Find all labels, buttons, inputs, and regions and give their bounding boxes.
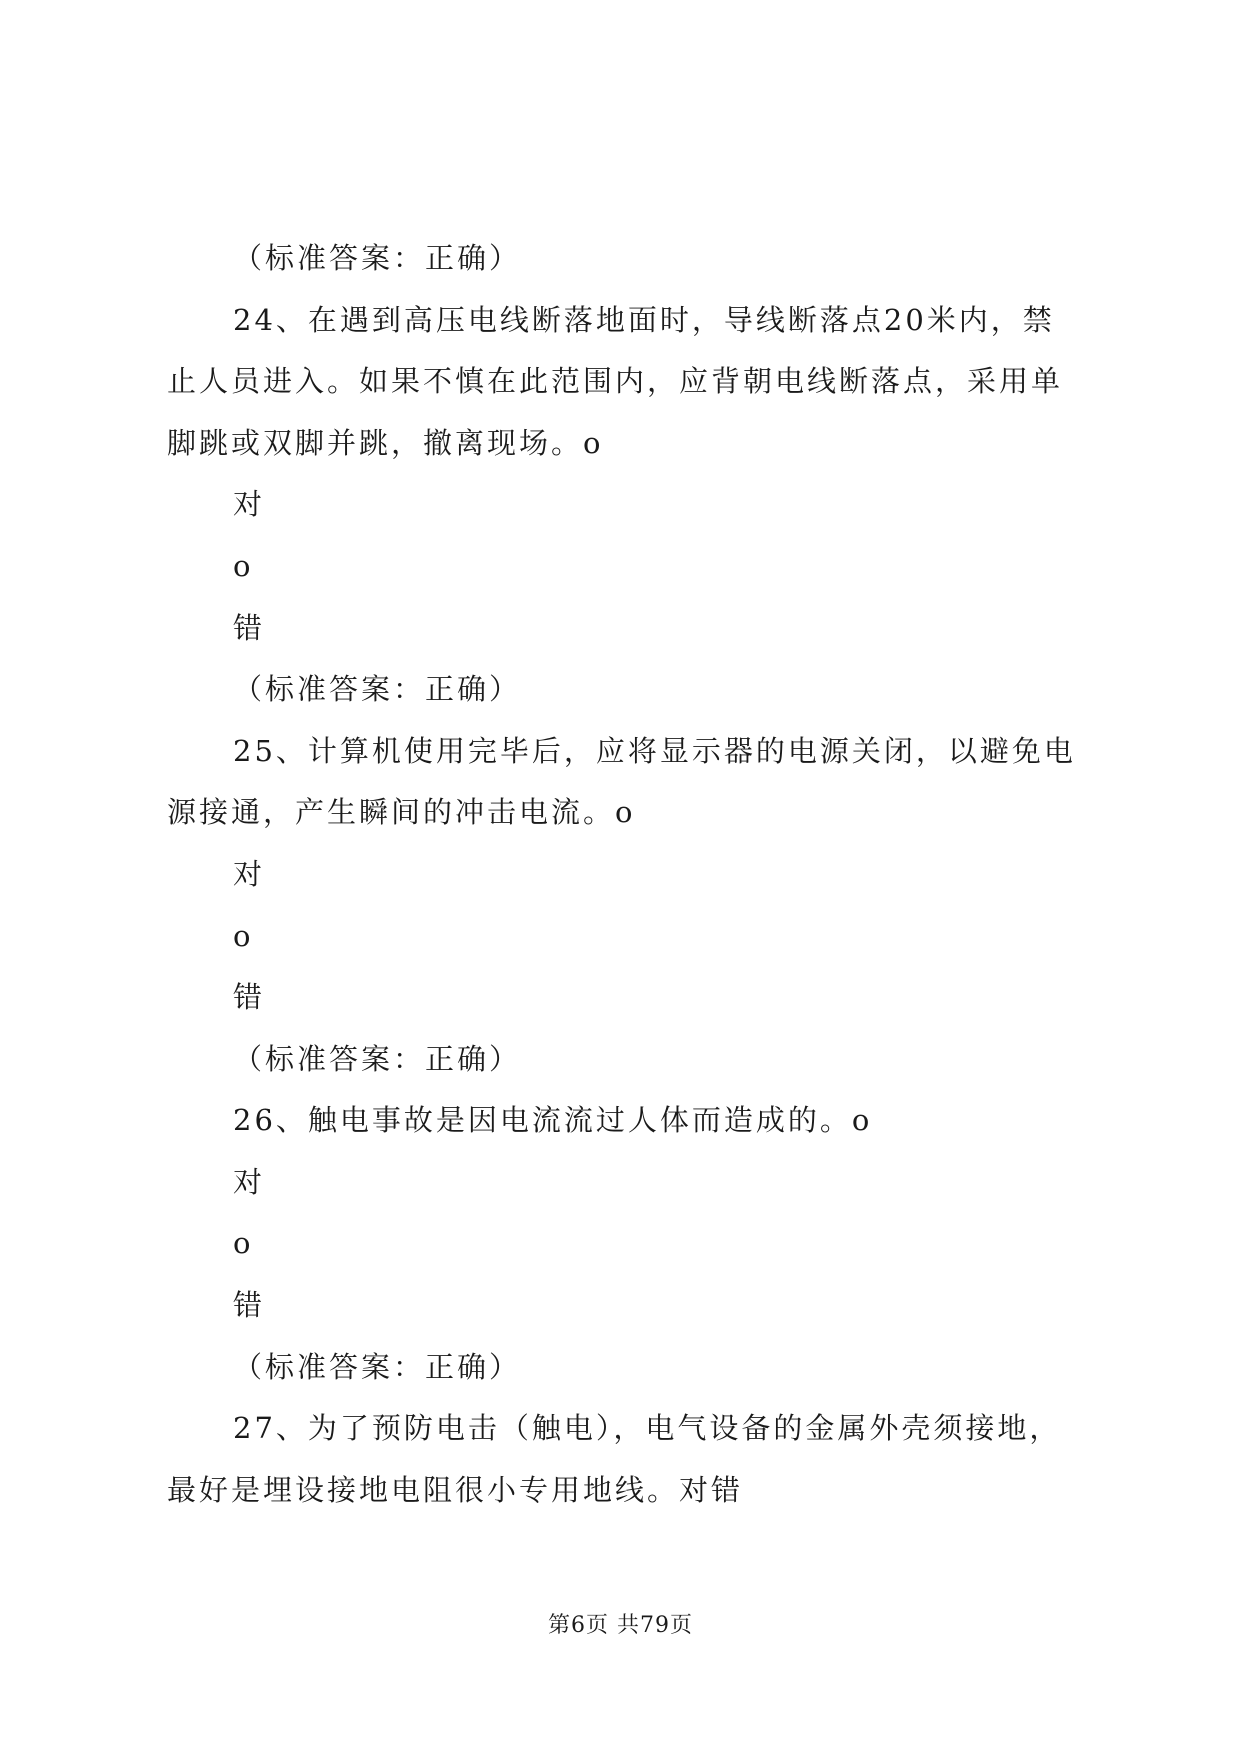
question-25-option-false: 错 (233, 980, 266, 1014)
question-24-option-true: 对 (233, 487, 266, 521)
question-26-answer: （标准答案：正确） (233, 1350, 522, 1384)
question-26-option-true: 对 (233, 1165, 266, 1199)
question-25-line-1: 25、计算机使用完毕后，应将显示器的电源关闭，以避免电 (233, 734, 1076, 768)
question-25-option-true: 对 (233, 857, 266, 891)
question-27-line-2: 最好是埋设接地电阻很小专用地线。对错 (167, 1473, 744, 1507)
question-25-option-sep: o (233, 919, 254, 953)
question-24-option-false: 错 (233, 611, 266, 645)
question-24-line-3: 脚跳或双脚并跳，撤离现场。o (167, 426, 604, 460)
question-26-line-1: 26、触电事故是因电流流过人体而造成的。o (233, 1103, 873, 1137)
question-25-line-2: 源接通，产生瞬间的冲击电流。o (167, 795, 636, 829)
question-24-option-sep: o (233, 549, 254, 583)
page-footer: 第6页 共79页 (548, 1613, 693, 1638)
prev-answer: （标准答案：正确） (233, 241, 522, 275)
question-24-answer: （标准答案：正确） (233, 672, 522, 706)
question-26-option-false: 错 (233, 1288, 266, 1322)
question-24-line-1: 24、在遇到高压电线断落地面时，导线断落点20米内，禁 (233, 303, 1055, 337)
question-24-line-2: 止人员进入。如果不慎在此范围内，应背朝电线断落点，采用单 (167, 364, 1064, 398)
question-27-line-1: 27、为了预防电击（触电），电气设备的金属外壳须接地， (233, 1411, 1062, 1445)
question-26-option-sep: o (233, 1226, 254, 1260)
question-25-answer: （标准答案：正确） (233, 1042, 522, 1076)
